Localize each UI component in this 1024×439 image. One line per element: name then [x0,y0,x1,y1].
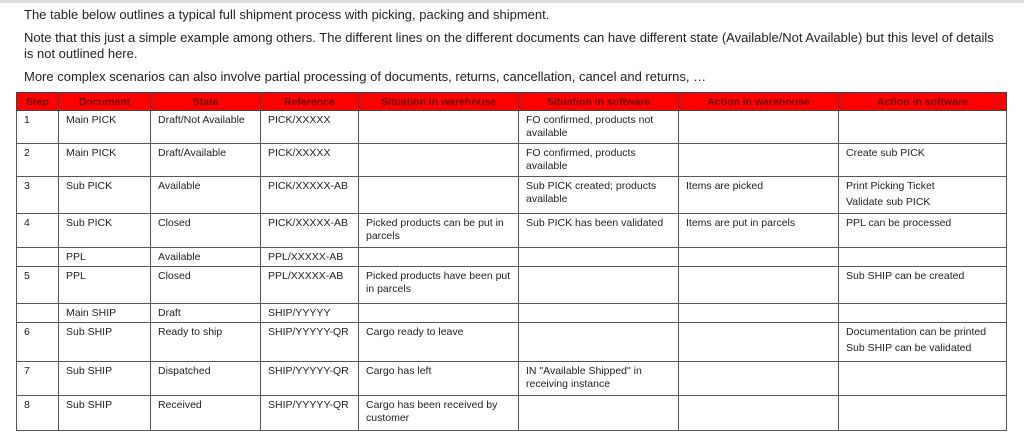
table-row [17,248,1007,267]
table-cell [17,304,59,323]
table-cell [519,323,679,362]
table-row [17,267,1007,304]
table-row [17,304,1007,323]
table-cell [679,323,839,362]
table-cell [519,248,679,267]
table-cell: PPL [59,267,151,304]
table-cell: FO confirmed, products not available [519,111,679,144]
table-row [17,323,1007,362]
table-cell: Ready to ship [151,323,261,362]
table-cell [679,362,839,396]
table-cell: PPL can be processed [839,214,1007,248]
table-row [17,214,1007,248]
table-cell: Available [151,248,261,267]
column-header: Reference [261,93,359,111]
table-cell [359,111,519,144]
table-cell: Main SHIP [59,304,151,323]
table-cell: Closed [151,214,261,248]
intro-paragraph-3: More complex scenarios can also involve partial processing of documents, returns, cancellation, cancel and returns, … [24,69,707,84]
table-cell [839,304,1007,323]
table-cell [679,267,839,304]
cell-line: Documentation can be printed [846,326,987,338]
table-cell: PPL [59,248,151,267]
table-cell: PPL/XXXXX-AB [261,248,359,267]
table-cell: 7 [17,362,59,396]
table-cell: 3 [17,177,59,214]
table-cell: Draft/Available [151,144,261,177]
shipment-process-table [16,92,1007,431]
table-cell: Closed [151,267,261,304]
table-cell: Sub PICK [59,214,151,248]
table-cell: Cargo has left [359,362,519,396]
table-cell: Cargo ready to leave [359,323,519,362]
table-cell: FO confirmed, products available [519,144,679,177]
table-cell: Main PICK [59,111,151,144]
table-cell: Sub PICK has been validated [519,214,679,248]
table-row [17,144,1007,177]
table-cell: PICK/XXXXX-AB [261,177,359,214]
column-header: Document [59,93,151,111]
table-cell [679,248,839,267]
table-cell: Picked products can be put in parcels [359,214,519,248]
table-cell: Items are put in parcels [679,214,839,248]
column-header: Action in warehouse [679,93,839,111]
column-header: Situation in warehouse [359,93,519,111]
table-cell: Sub PICK created; products available [519,177,679,214]
table-cell: Sub SHIP can be created [839,267,1007,304]
table-cell: SHIP/YYYYY-QR [261,362,359,396]
table-cell: SHIP/YYYYY [261,304,359,323]
table-row [17,362,1007,396]
table-cell: Sub PICK [59,177,151,214]
table-cell: SHIP/YYYYY-QR [261,396,359,431]
table-cell: 5 [17,267,59,304]
table-cell: IN "Available Shipped" in receiving instance [519,362,679,396]
table-cell: 8 [17,396,59,431]
table-cell: 2 [17,144,59,177]
table-cell: 1 [17,111,59,144]
table-cell [679,144,839,177]
table-cell: Draft [151,304,261,323]
table-row [17,177,1007,214]
table-cell [839,177,1007,214]
table-row [17,111,1007,144]
cell-line: Print Picking Ticket [846,180,935,192]
table-cell: SHIP/YYYYY-QR [261,323,359,362]
table-cell: Dispatched [151,362,261,396]
table-cell: PICK/XXXXX [261,111,359,144]
table-cell [839,323,1007,362]
table-cell: 6 [17,323,59,362]
table-cell: Items are picked [679,177,839,214]
table-cell: Received [151,396,261,431]
table-cell: PICK/XXXXX-AB [261,214,359,248]
table-cell: Create sub PICK [839,144,1007,177]
table-cell: Picked products have been put in parcels [359,267,519,304]
table-cell [839,248,1007,267]
column-header: State [151,93,261,111]
table-cell [359,144,519,177]
table-cell [17,248,59,267]
table-cell [679,111,839,144]
table-cell [519,304,679,323]
table-cell: PPL/XXXXX-AB [261,267,359,304]
table-cell: Available [151,177,261,214]
intro-paragraph-1: The table below outlines a typical full shipment process with picking, packing and shipment. [24,7,550,22]
table-cell: Sub SHIP [59,323,151,362]
table-cell [679,304,839,323]
column-header: Step [17,93,59,111]
table-cell [839,111,1007,144]
table-header-row [17,93,1007,111]
table-cell: Sub SHIP [59,396,151,431]
table-cell [519,396,679,431]
table-row [17,396,1007,431]
table-cell [679,396,839,431]
table-cell: Cargo has been received by customer [359,396,519,431]
top-border [0,0,1024,3]
table-cell: Sub SHIP [59,362,151,396]
table-cell [519,267,679,304]
table-cell [839,362,1007,396]
cell-line: Validate sub PICK [846,196,931,208]
column-header: Action in software [839,93,1007,111]
table-cell [839,396,1007,431]
intro-paragraph-2: Note that this just a simple example among others. The different lines on the different documents can have different state (Available/Not Available) but this level of details is not outlined here. [24,30,994,61]
table-cell: 4 [17,214,59,248]
table-cell [359,248,519,267]
cell-line: Sub SHIP can be validated [846,342,972,354]
table-cell [359,177,519,214]
table-cell [359,304,519,323]
table-cell: Main PICK [59,144,151,177]
column-header: Situation in software [519,93,679,111]
table-cell: Draft/Not Available [151,111,261,144]
table-cell: PICK/XXXXX [261,144,359,177]
